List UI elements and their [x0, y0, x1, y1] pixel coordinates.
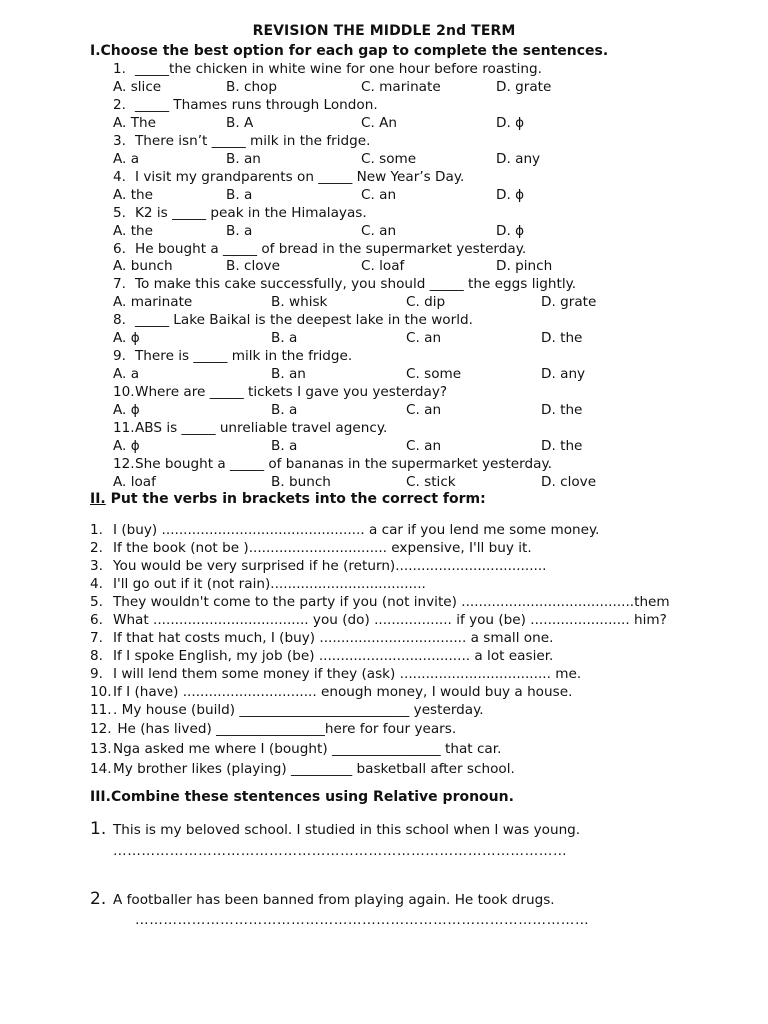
verb-item-14: [90, 761, 515, 778]
answer-option-c: C. an: [406, 437, 442, 454]
item-number: 6.: [90, 612, 103, 628]
answer-line: ……………………………………………………………………………………: [135, 912, 590, 928]
question-4: [113, 169, 464, 186]
answer-option-b: B. clove: [226, 258, 280, 275]
answer-option-d: D. grate: [541, 294, 597, 311]
answer-option-d: D. the: [541, 437, 583, 454]
question-3: [113, 133, 370, 150]
answer-option-b: B. a: [226, 222, 253, 239]
item-text: If the book (not be )................................ expensive, I'll buy it.: [113, 540, 532, 556]
question-number: 7.: [113, 276, 126, 293]
answer-option-c: C. dip: [406, 294, 446, 311]
answer-option-a: A. slice: [113, 78, 162, 95]
combine-item-sentence: A footballer has been banned from playing again. He took drugs.: [113, 892, 555, 908]
item-number: 12.: [90, 721, 112, 737]
answer-line: ……………………………………………………………………………………: [113, 843, 568, 859]
verb-item-7: [90, 630, 553, 647]
item-text: . My house (build) _________________________ yesterday.: [113, 702, 484, 718]
section3-heading: III.Combine these stentences using Relative pronoun.: [90, 789, 514, 805]
question-text: _____the chicken in white wine for one hour before roasting.: [135, 61, 542, 77]
item-number: 5.: [90, 594, 103, 610]
question-12: [113, 456, 552, 473]
question-number: 3.: [113, 132, 126, 149]
question-text: _____ Lake Baikal is the deepest lake in the world.: [135, 312, 473, 329]
item-text: Nga asked me where I (bought) ________________ that car.: [113, 741, 502, 757]
item-number: 1.: [90, 522, 103, 538]
question-1: [113, 61, 542, 78]
item-text: My brother likes (playing) _________ basketball after school.: [113, 761, 515, 777]
answer-option-b: B. chop: [226, 78, 278, 95]
answer-option-c: C. some: [361, 150, 417, 167]
answer-option-c: C. loaf: [361, 258, 405, 275]
question-text: To make this cake successfully, you should _____ the eggs lightly.: [135, 276, 577, 293]
answer-option-b: B. a: [271, 330, 298, 347]
question-text: I visit my grandparents on _____ New Year’s Day.: [135, 168, 465, 185]
item-number: 7.: [90, 630, 103, 646]
question-text: K2 is _____ peak in the Himalayas.: [135, 204, 367, 221]
item-text: If that hat costs much, I (buy) .................................. a small one.: [113, 630, 554, 646]
answer-option-a: A. loaf: [113, 473, 156, 490]
answer-option-b: B. an: [226, 150, 261, 167]
item-number: 3.: [90, 558, 103, 574]
answer-option-a: A. the: [113, 186, 154, 203]
answer-option-c: C. some: [406, 366, 462, 383]
question-number: 6.: [113, 240, 126, 257]
verb-item-8: [90, 648, 553, 665]
verb-item-4: [90, 576, 426, 593]
item-number: 11.: [90, 702, 112, 718]
question-number: 2.: [113, 96, 126, 113]
answer-option-b: B. a: [271, 402, 298, 419]
answer-option-c: C. An: [361, 114, 398, 131]
item-text: He (has lived) ________________here for four years.: [113, 721, 457, 737]
answer-option-a: A. ϕ: [113, 330, 140, 347]
answer-option-a: A. The: [113, 114, 156, 131]
question-number: 10.: [113, 384, 135, 401]
answer-option-c: C. stick: [406, 473, 456, 490]
answer-option-d: D. ϕ: [496, 222, 525, 239]
answer-option-a: A. marinate: [113, 294, 193, 311]
verb-item-9: [90, 666, 581, 683]
answer-option-a: A. the: [113, 222, 154, 239]
answer-option-b: B. bunch: [271, 473, 331, 490]
verb-item-12: [90, 721, 456, 738]
section2-title: Put the verbs in brackets into the correct form:: [105, 491, 486, 507]
verb-item-6: [90, 612, 667, 629]
item-number: 14.: [90, 761, 112, 777]
question-8: [113, 312, 473, 329]
combine-item-number: 1.: [90, 819, 107, 839]
question-6: [113, 241, 526, 258]
answer-option-a: A. ϕ: [113, 402, 140, 419]
answer-option-a: A. ϕ: [113, 437, 140, 454]
verb-item-5: [90, 594, 670, 611]
question-9: [113, 348, 352, 365]
item-text: You would be very surprised if he (return)...................................: [113, 558, 547, 574]
answer-option-b: B. an: [271, 366, 306, 383]
answer-option-d: D. ϕ: [496, 114, 525, 131]
answer-option-c: C. an: [361, 186, 397, 203]
item-text: If I (have) ............................... enough money, I would buy a house.: [113, 684, 573, 700]
item-text: They wouldn't come to the party if you (not invite) ........................................them: [113, 594, 670, 610]
verb-item-2: [90, 540, 532, 557]
question-2: [113, 97, 378, 114]
page-title: REVISION THE MIDDLE 2nd TERM: [252, 23, 516, 39]
item-text: I'll go out if it (not rain)....................................: [113, 576, 426, 592]
question-7: [113, 276, 576, 293]
item-number: 4.: [90, 576, 103, 592]
question-number: 1.: [113, 61, 126, 77]
verb-item-11: [90, 702, 484, 719]
question-10: [113, 384, 447, 401]
question-text: ABS is _____ unreliable travel agency.: [135, 420, 388, 436]
answer-option-d: D. clove: [541, 473, 597, 490]
section1-heading: I.Choose the best option for each gap to complete the sentences.: [90, 43, 609, 59]
answer-option-a: A. bunch: [113, 258, 173, 275]
section2-heading: [90, 491, 486, 507]
question-number: 4.: [113, 168, 126, 185]
combine-item-sentence: This is my beloved school. I studied in this school when I was young.: [113, 822, 581, 838]
item-text: I will lend them some money if they (ask) ................................... me.: [113, 666, 582, 682]
question-number: 11.: [113, 420, 135, 436]
item-number: 2.: [90, 540, 103, 556]
answer-option-d: D. any: [496, 150, 541, 167]
verb-item-10: [90, 684, 572, 701]
item-number: 10.: [90, 684, 112, 700]
question-5: [113, 205, 367, 222]
combine-item-number: 2.: [90, 889, 107, 909]
answer-option-d: D. the: [541, 402, 583, 419]
item-number: 13.: [90, 741, 112, 757]
item-text: I (buy) ............................................... a car if you lend me some money.: [113, 522, 600, 538]
item-number: 8.: [90, 648, 103, 664]
question-number: 9.: [113, 348, 126, 365]
answer-option-d: D. pinch: [496, 258, 553, 275]
question-number: 8.: [113, 312, 126, 329]
answer-option-c: C. an: [361, 222, 397, 239]
answer-option-b: B. A: [226, 114, 254, 131]
item-text: If I spoke English, my job (be) ................................... a lot easier.: [113, 648, 554, 664]
item-number: 9.: [90, 666, 103, 682]
answer-option-b: B. a: [271, 437, 298, 454]
question-text: He bought a _____ of bread in the supermarket yesterday.: [135, 240, 527, 257]
answer-option-b: B. a: [226, 186, 253, 203]
question-11: [113, 420, 387, 437]
question-text: Where are _____ tickets I gave you yesterday?: [135, 384, 448, 401]
answer-option-d: D. the: [541, 330, 583, 347]
question-number: 5.: [113, 204, 126, 221]
answer-option-d: D. ϕ: [496, 186, 525, 203]
answer-option-c: C. an: [406, 402, 442, 419]
answer-option-d: D. grate: [496, 78, 552, 95]
verb-item-3: [90, 558, 546, 575]
question-text: There is _____ milk in the fridge.: [135, 348, 353, 365]
answer-option-a: A. a: [113, 366, 140, 383]
question-number: 12.: [113, 455, 135, 472]
answer-option-a: A. a: [113, 150, 140, 167]
section2-number: II.: [90, 491, 106, 507]
question-text: She bought a _____ of bananas in the supermarket yesterday.: [135, 455, 552, 472]
item-text: What .................................... you (do) .................. if you (be) ....................... him?: [113, 612, 667, 628]
verb-item-13: [90, 741, 501, 758]
answer-option-c: C. marinate: [361, 78, 441, 95]
question-text: There isn’t _____ milk in the fridge.: [135, 132, 371, 149]
answer-option-c: C. an: [406, 330, 442, 347]
answer-option-b: B. whisk: [271, 294, 328, 311]
verb-item-1: [90, 522, 599, 539]
question-text: _____ Thames runs through London.: [135, 96, 378, 113]
answer-option-d: D. any: [541, 366, 586, 383]
